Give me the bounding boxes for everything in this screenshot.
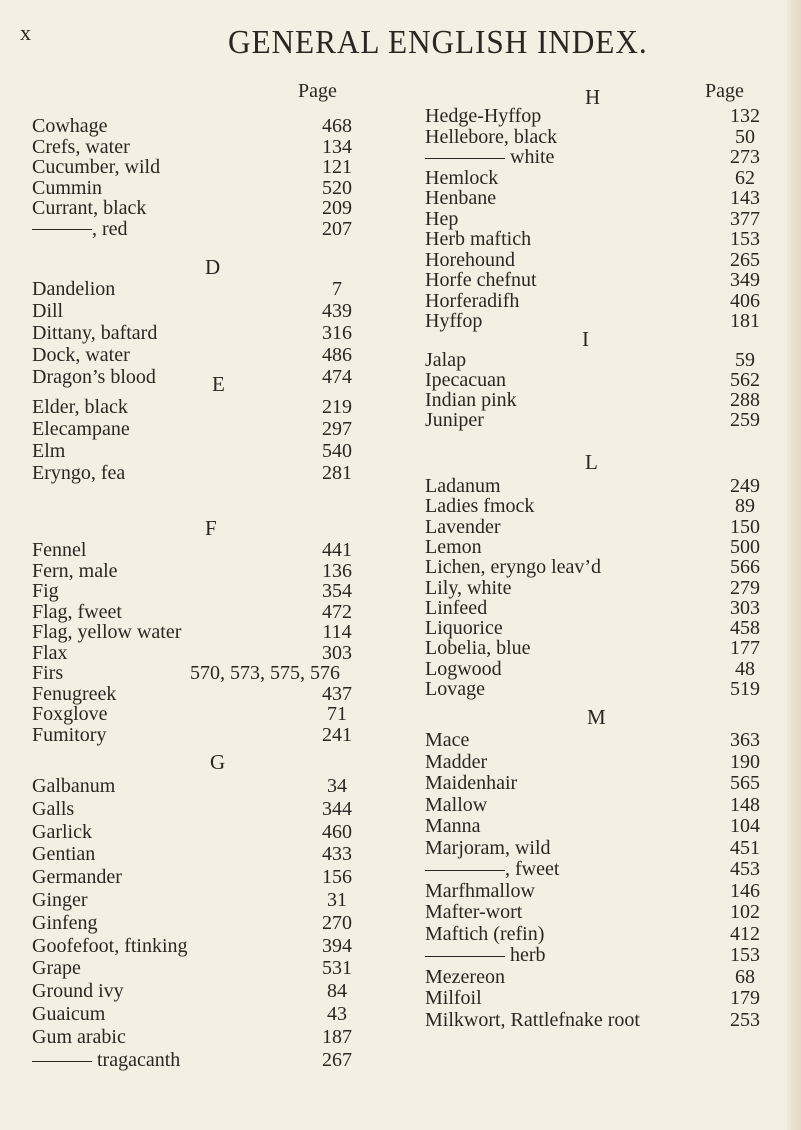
entry-name: Maidenhair bbox=[425, 772, 518, 794]
index-entry bbox=[425, 771, 795, 795]
entry-page-number: 143 bbox=[730, 187, 760, 209]
entry-page-number: 187 bbox=[322, 1025, 352, 1048]
entry-page-number: 134 bbox=[322, 135, 352, 158]
entry-page-number: 241 bbox=[322, 723, 352, 746]
entry-page-number: 177 bbox=[730, 637, 760, 660]
section-letter-d: D bbox=[205, 255, 221, 279]
section-letter-h: H bbox=[585, 85, 601, 109]
entry-name: Fenugreek bbox=[32, 682, 117, 705]
entry-page-number: 146 bbox=[730, 879, 760, 902]
entry-name: Lemon bbox=[425, 535, 482, 558]
entry-page-number: 458 bbox=[730, 617, 760, 640]
entry-name: Grape bbox=[32, 957, 81, 980]
entry-page-number: 519 bbox=[730, 678, 760, 700]
entry-name: Eryngo, fea bbox=[32, 462, 126, 484]
entry-name: Dragon’s blood bbox=[32, 366, 156, 388]
entry-page-number: 486 bbox=[322, 344, 352, 366]
entry-page-number: 412 bbox=[730, 922, 760, 945]
entry-name: Ground ivy bbox=[32, 980, 124, 1003]
entry-page-number: 451 bbox=[730, 836, 760, 859]
entry-name: Ginger bbox=[32, 889, 88, 911]
index-entry bbox=[425, 814, 795, 838]
entry-page-number: 104 bbox=[730, 815, 760, 837]
entry-page-number: 181 bbox=[730, 310, 760, 332]
entry-page-number: 303 bbox=[730, 596, 760, 619]
index-entry bbox=[425, 943, 795, 967]
index-entry bbox=[32, 217, 392, 241]
entry-name: Horferadifh bbox=[425, 289, 520, 312]
index-entry bbox=[32, 299, 392, 323]
index-entry bbox=[425, 309, 795, 333]
index-entry bbox=[32, 820, 392, 844]
entry-name: Hellebore, black bbox=[425, 125, 558, 148]
entry-name: Dandelion bbox=[32, 278, 116, 300]
index-entry bbox=[32, 1025, 392, 1049]
entry-page-number: 43 bbox=[327, 1003, 347, 1025]
entry-name: Foxglove bbox=[32, 703, 108, 725]
page-column-header: Page bbox=[298, 80, 337, 102]
entry-page-number: 84 bbox=[327, 980, 347, 1003]
index-entry bbox=[425, 750, 795, 774]
entry-page-number: 441 bbox=[322, 539, 352, 561]
entry-page-number: 34 bbox=[327, 775, 347, 797]
entry-name: Herb maftich bbox=[425, 228, 532, 250]
entry-page-number: 267 bbox=[322, 1048, 352, 1071]
ditto-dash bbox=[425, 158, 505, 159]
section-letter-l: L bbox=[585, 450, 598, 474]
entry-page-number: 59 bbox=[735, 349, 755, 371]
entry-name: Mezereon bbox=[425, 965, 505, 988]
entry-name: white bbox=[425, 145, 554, 169]
entry-name: Germander bbox=[32, 866, 122, 889]
entry-name: Goofefoot, ftinking bbox=[32, 934, 188, 957]
entry-page-number: 219 bbox=[322, 396, 352, 418]
entry-name: Fern, male bbox=[32, 559, 118, 582]
entry-page-number: 531 bbox=[322, 957, 352, 980]
section-letter-f: F bbox=[205, 516, 217, 540]
index-entry bbox=[425, 900, 795, 924]
entry-page-number: 316 bbox=[322, 322, 352, 344]
entry-page-number: 472 bbox=[322, 600, 352, 623]
entry-page-number: 297 bbox=[322, 418, 352, 440]
entry-name: Guaicum bbox=[32, 1003, 106, 1025]
ditto-dash bbox=[32, 229, 92, 230]
entry-name: Ipecacuan bbox=[425, 369, 507, 391]
entry-page-number: 179 bbox=[730, 987, 760, 1009]
index-entry bbox=[425, 677, 795, 701]
entry-page-number: 344 bbox=[322, 797, 352, 820]
entry-name: Dock, water bbox=[32, 344, 130, 366]
entry-page-number: 31 bbox=[327, 889, 347, 911]
entry-page-number: 349 bbox=[730, 269, 760, 291]
entry-page-number: 121 bbox=[322, 156, 352, 178]
entry-page-number: 279 bbox=[730, 576, 760, 599]
entry-page-number: 102 bbox=[730, 901, 760, 923]
entry-name: Milkwort, Rattlefnake root bbox=[425, 1008, 640, 1031]
index-entry bbox=[32, 911, 392, 935]
entry-page-number: 354 bbox=[322, 580, 352, 602]
entry-page-number: 565 bbox=[730, 772, 760, 794]
entry-page-number: 253 bbox=[730, 1008, 760, 1031]
entry-name: Mallow bbox=[425, 793, 488, 816]
entry-name: Lovage bbox=[425, 678, 485, 700]
entry-page-number: 259 bbox=[730, 409, 760, 431]
entry-name: Hedge-Hyffop bbox=[425, 105, 542, 127]
entry-name: Firs bbox=[32, 662, 64, 684]
entry-name: Dill bbox=[32, 300, 64, 322]
page-number: x bbox=[20, 20, 31, 45]
entry-name: Fig bbox=[32, 580, 59, 602]
section-letter-g: G bbox=[210, 750, 226, 774]
index-entry bbox=[32, 774, 392, 798]
index-entry bbox=[32, 439, 392, 463]
ditto-dash bbox=[32, 1061, 92, 1062]
page-column-header: Page bbox=[705, 80, 744, 102]
entry-page-number: 570, 573, 575, 576 bbox=[190, 662, 340, 684]
entry-name: Horfe chefnut bbox=[425, 269, 537, 291]
entry-name: Ladies fmock bbox=[425, 495, 535, 518]
entry-page-number: 500 bbox=[730, 535, 760, 558]
entry-name: Gum arabic bbox=[32, 1025, 126, 1048]
entry-page-number: 468 bbox=[322, 115, 352, 137]
entry-page-number: 433 bbox=[322, 843, 352, 866]
entry-page-number: 394 bbox=[322, 934, 352, 957]
index-entry bbox=[425, 922, 795, 946]
index-entry bbox=[425, 836, 795, 860]
entry-name: Milfoil bbox=[425, 987, 482, 1009]
entry-name: Maftich (refin) bbox=[425, 922, 545, 945]
entry-name: Lavender bbox=[425, 515, 501, 538]
entry-page-number: 460 bbox=[322, 820, 352, 843]
entry-name: Elecampane bbox=[32, 418, 130, 440]
entry-name: Flag, yellow water bbox=[32, 621, 182, 643]
entry-name: Madder bbox=[425, 750, 488, 773]
index-entry bbox=[425, 1008, 795, 1032]
entry-name: , red bbox=[32, 217, 128, 241]
index-entry bbox=[425, 857, 795, 881]
entry-page-number: 48 bbox=[735, 657, 755, 680]
entry-name: Elder, black bbox=[32, 396, 128, 418]
section-letter-i: I bbox=[582, 327, 589, 351]
entry-name: Gentian bbox=[32, 843, 96, 866]
section-letter-e: E bbox=[212, 372, 225, 396]
entry-name: Fennel bbox=[32, 539, 87, 561]
index-entry bbox=[32, 842, 392, 866]
entry-name: Currant, black bbox=[32, 197, 147, 219]
entry-name: Horehound bbox=[425, 248, 515, 271]
entry-page-number: 209 bbox=[322, 197, 352, 219]
index-entry bbox=[425, 793, 795, 817]
entry-page-number: 406 bbox=[730, 289, 760, 312]
index-entry bbox=[425, 728, 795, 752]
index-entry bbox=[425, 408, 795, 432]
index-entry bbox=[32, 979, 392, 1003]
entry-name: Lily, white bbox=[425, 576, 512, 599]
entry-page-number: 132 bbox=[730, 105, 760, 127]
entry-name: herb bbox=[425, 943, 546, 967]
entry-page-number: 249 bbox=[730, 475, 760, 497]
entry-name: , fweet bbox=[425, 857, 559, 881]
entry-name: Mace bbox=[425, 729, 470, 751]
entry-page-number: 156 bbox=[322, 866, 352, 889]
entry-page-number: 281 bbox=[322, 462, 352, 484]
entry-name: Ginfeng bbox=[32, 911, 98, 934]
index-entry bbox=[32, 343, 392, 367]
ditto-dash bbox=[425, 956, 505, 957]
entry-page-number: 150 bbox=[730, 515, 760, 538]
entry-name: Manna bbox=[425, 815, 481, 837]
entry-page-number: 114 bbox=[322, 621, 352, 643]
entry-page-number: 520 bbox=[322, 176, 352, 199]
entry-page-number: 89 bbox=[735, 495, 755, 518]
entry-name: Hep bbox=[425, 207, 459, 230]
entry-name: Cucumber, wild bbox=[32, 156, 161, 178]
entry-page-number: 474 bbox=[322, 366, 352, 388]
entry-name: Ladanum bbox=[425, 475, 501, 497]
section-letter-m: M bbox=[587, 705, 606, 729]
index-entry bbox=[32, 888, 392, 912]
entry-page-number: 540 bbox=[322, 440, 352, 462]
entry-name: Juniper bbox=[425, 409, 484, 431]
entry-name: Cummin bbox=[32, 176, 103, 199]
entry-name: Jalap bbox=[425, 349, 467, 371]
index-entry bbox=[32, 1002, 392, 1026]
index-entry bbox=[32, 321, 392, 345]
entry-name: Hyffop bbox=[425, 310, 483, 332]
entry-page-number: 148 bbox=[730, 793, 760, 816]
entry-name: Logwood bbox=[425, 657, 502, 680]
entry-page-number: 153 bbox=[730, 944, 760, 966]
index-entry bbox=[425, 965, 795, 989]
entry-page-number: 437 bbox=[322, 682, 352, 705]
entry-name: Galls bbox=[32, 797, 75, 820]
entry-name: Elm bbox=[32, 440, 66, 462]
entry-page-number: 363 bbox=[730, 729, 760, 751]
index-entry bbox=[32, 723, 392, 747]
entry-page-number: 377 bbox=[730, 207, 760, 230]
entry-name: Flax bbox=[32, 641, 68, 664]
index-entry bbox=[32, 417, 392, 441]
entry-name: Indian pink bbox=[425, 389, 517, 411]
entry-name: Garlick bbox=[32, 820, 92, 843]
index-entry bbox=[32, 865, 392, 889]
entry-page-number: 7 bbox=[332, 278, 342, 300]
index-entry bbox=[425, 986, 795, 1010]
entry-name: Lichen, eryngo leav’d bbox=[425, 556, 602, 579]
entry-name: Henbane bbox=[425, 187, 497, 209]
index-entry bbox=[32, 1048, 392, 1072]
entry-page-number: 153 bbox=[730, 228, 760, 250]
entry-name: Galbanum bbox=[32, 775, 116, 797]
index-entry bbox=[32, 797, 392, 821]
entry-name: Mafter-wort bbox=[425, 901, 523, 923]
entry-name: Marfhmallow bbox=[425, 879, 535, 902]
entry-page-number: 68 bbox=[735, 965, 755, 988]
entry-page-number: 303 bbox=[322, 641, 352, 664]
entry-page-number: 190 bbox=[730, 750, 760, 773]
entry-page-number: 453 bbox=[730, 858, 760, 880]
index-entry bbox=[32, 461, 392, 485]
entry-page-number: 71 bbox=[327, 703, 347, 725]
entry-page-number: 136 bbox=[322, 559, 352, 582]
entry-name: Marjoram, wild bbox=[425, 836, 551, 859]
entry-name: Linfeed bbox=[425, 596, 488, 619]
entry-name: Crefs, water bbox=[32, 135, 130, 158]
index-entry bbox=[32, 934, 392, 958]
index-entry bbox=[425, 879, 795, 903]
index-entry bbox=[32, 395, 392, 419]
entry-name: Lobelia, blue bbox=[425, 637, 531, 660]
ditto-dash bbox=[425, 870, 505, 871]
entry-name: Flag, fweet bbox=[32, 600, 122, 623]
entry-page-number: 439 bbox=[322, 300, 352, 322]
entry-page-number: 562 bbox=[730, 369, 760, 391]
entry-name: tragacanth bbox=[32, 1048, 180, 1072]
entry-name: Liquorice bbox=[425, 617, 503, 640]
entry-page-number: 270 bbox=[322, 911, 352, 934]
entry-page-number: 288 bbox=[730, 389, 760, 411]
entry-name: Cowhage bbox=[32, 115, 108, 137]
entry-name: Hemlock bbox=[425, 166, 499, 189]
entry-page-number: 50 bbox=[735, 125, 755, 148]
page-title: GENERAL ENGLISH INDEX. bbox=[228, 24, 648, 61]
index-entry bbox=[32, 956, 392, 980]
entry-page-number: 566 bbox=[730, 556, 760, 579]
entry-page-number: 273 bbox=[730, 146, 760, 168]
entry-name: Dittany, baftard bbox=[32, 322, 158, 344]
index-entry bbox=[32, 277, 392, 301]
entry-page-number: 265 bbox=[730, 248, 760, 271]
entry-name: Fumitory bbox=[32, 723, 107, 746]
entry-page-number: 62 bbox=[735, 166, 755, 189]
entry-page-number: 207 bbox=[322, 217, 352, 240]
